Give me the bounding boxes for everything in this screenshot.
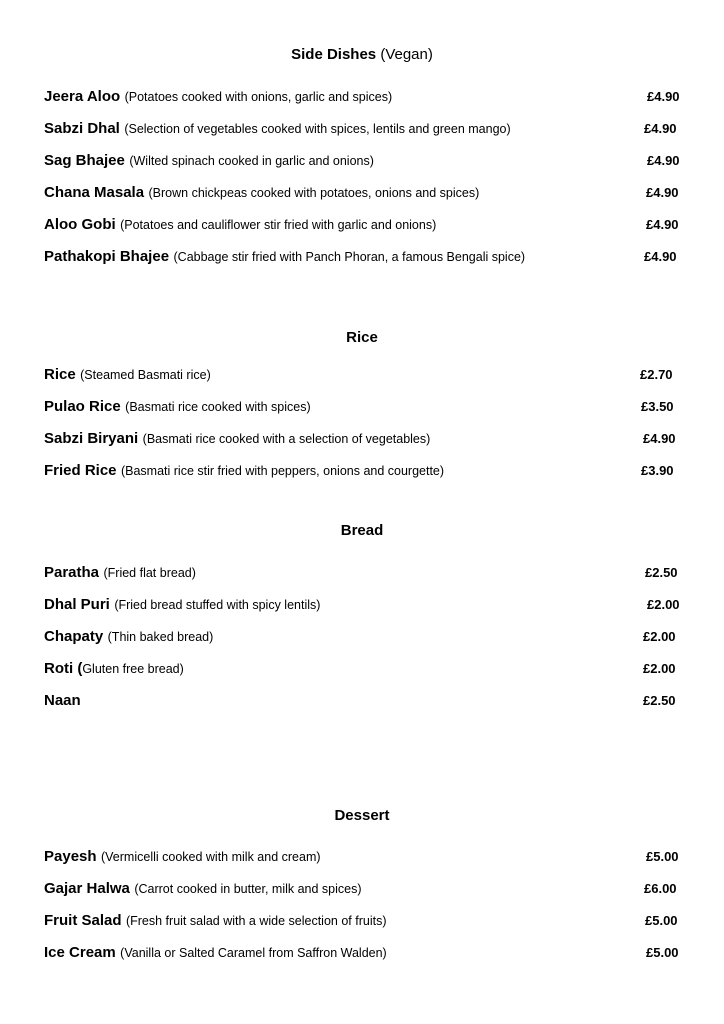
item-description: (Carrot cooked in butter, milk and spices) [134,882,362,896]
bread-title: Bread [340,522,384,539]
item-price: £5.00 [646,945,679,960]
item-description: (Basmati rice cooked with a selection of vegetables) [142,432,431,446]
item-name: Aloo Gobi [44,216,116,233]
menu-item [44,364,684,386]
item-name: Gajar Halwa [44,880,130,897]
item-description: (Fried flat bread) [103,566,196,580]
item-name: Rice [44,366,76,383]
item-price: £2.70 [640,367,673,382]
item-description: (Fresh fruit salad with a wide selection of fruits) [125,914,387,928]
rice-heading [0,328,724,348]
item-name: Chana Masala [44,184,145,201]
item-name: Sabzi Dhal [44,120,120,137]
dessert-title: Dessert [334,807,390,824]
item-name: Jeera Aloo [44,88,121,105]
menu-item [44,878,684,900]
item-name: Roti ( [44,660,83,677]
menu-item [44,150,684,172]
item-name: Pulao Rice [44,398,121,415]
item-name: Paratha [44,564,100,581]
item-price: £6.00 [644,881,677,896]
item-price: £4.90 [643,431,676,446]
item-name: Sag Bhajee [44,152,125,169]
item-price: £5.00 [646,849,679,864]
item-description: (Cabbage stir fried with Panch Phoran, a famous Bengali spice) [173,250,526,264]
item-name: Naan [44,692,81,709]
item-name: Sabzi Biryani [44,430,139,447]
item-name: Chapaty [44,628,104,645]
item-description: (Brown chickpeas cooked with potatoes, onions and spices) [148,186,480,200]
item-price: £2.00 [647,597,680,612]
item-description: (Thin baked bread) [107,630,214,644]
item-description: (Vermicelli cooked with milk and cream) [101,850,321,864]
item-price: £4.90 [647,89,680,104]
menu-item [44,396,684,418]
item-price: £4.90 [644,121,677,136]
menu-item [44,846,684,868]
menu-item [44,562,684,584]
item-description: (Vanilla or Salted Caramel from Saffron Walden) [120,946,387,960]
item-description: (Basmati rice cooked with spices) [125,400,311,414]
item-price: £4.90 [646,185,679,200]
side-dishes-subtitle: (Vegan) [380,46,433,63]
item-price: £3.90 [641,463,674,478]
item-price: £2.00 [643,629,676,644]
item-name: Payesh [44,848,97,865]
menu-item [44,690,684,712]
item-description: (Fried bread stuffed with spicy lentils) [114,598,321,612]
item-description: (Wilted spinach cooked in garlic and onions) [129,154,374,168]
menu-item [44,942,684,964]
item-name: Fruit Salad [44,912,122,929]
item-name: Ice Cream [44,944,116,961]
item-price: £4.90 [644,249,677,264]
item-name: Dhal Puri [44,596,110,613]
item-price: £2.50 [643,693,676,708]
menu-item [44,626,684,648]
item-price: £2.00 [643,661,676,676]
menu-item [44,214,684,236]
dessert-heading [0,806,724,826]
item-description: Gluten free bread) [82,662,184,676]
menu-item [44,460,684,482]
menu-item [44,118,684,140]
menu-item [44,594,684,616]
bread-heading [0,521,724,541]
item-price: £2.50 [645,565,678,580]
item-description: (Potatoes and cauliflower stir fried with garlic and onions) [120,218,437,232]
menu-item [44,182,684,204]
item-name: Fried Rice [44,462,117,479]
item-price: £4.90 [646,217,679,232]
menu-item [44,910,684,932]
item-description: (Basmati rice stir fried with peppers, onions and courgette) [120,464,445,478]
menu-item [44,246,684,268]
menu-item [44,428,684,450]
item-price: £3.50 [641,399,674,414]
item-description: (Selection of vegetables cooked with spices, lentils and green mango) [124,122,511,136]
rice-title: Rice [346,329,378,346]
side-dishes-heading [0,45,724,65]
side-dishes-title: Side Dishes [291,46,377,63]
item-name: Pathakopi Bhajee [44,248,170,265]
menu-item [44,86,684,108]
item-price: £5.00 [645,913,678,928]
menu-item [44,658,684,680]
item-description: (Potatoes cooked with onions, garlic and spices) [124,90,393,104]
item-price: £4.90 [647,153,680,168]
item-description: (Steamed Basmati rice) [80,368,211,382]
